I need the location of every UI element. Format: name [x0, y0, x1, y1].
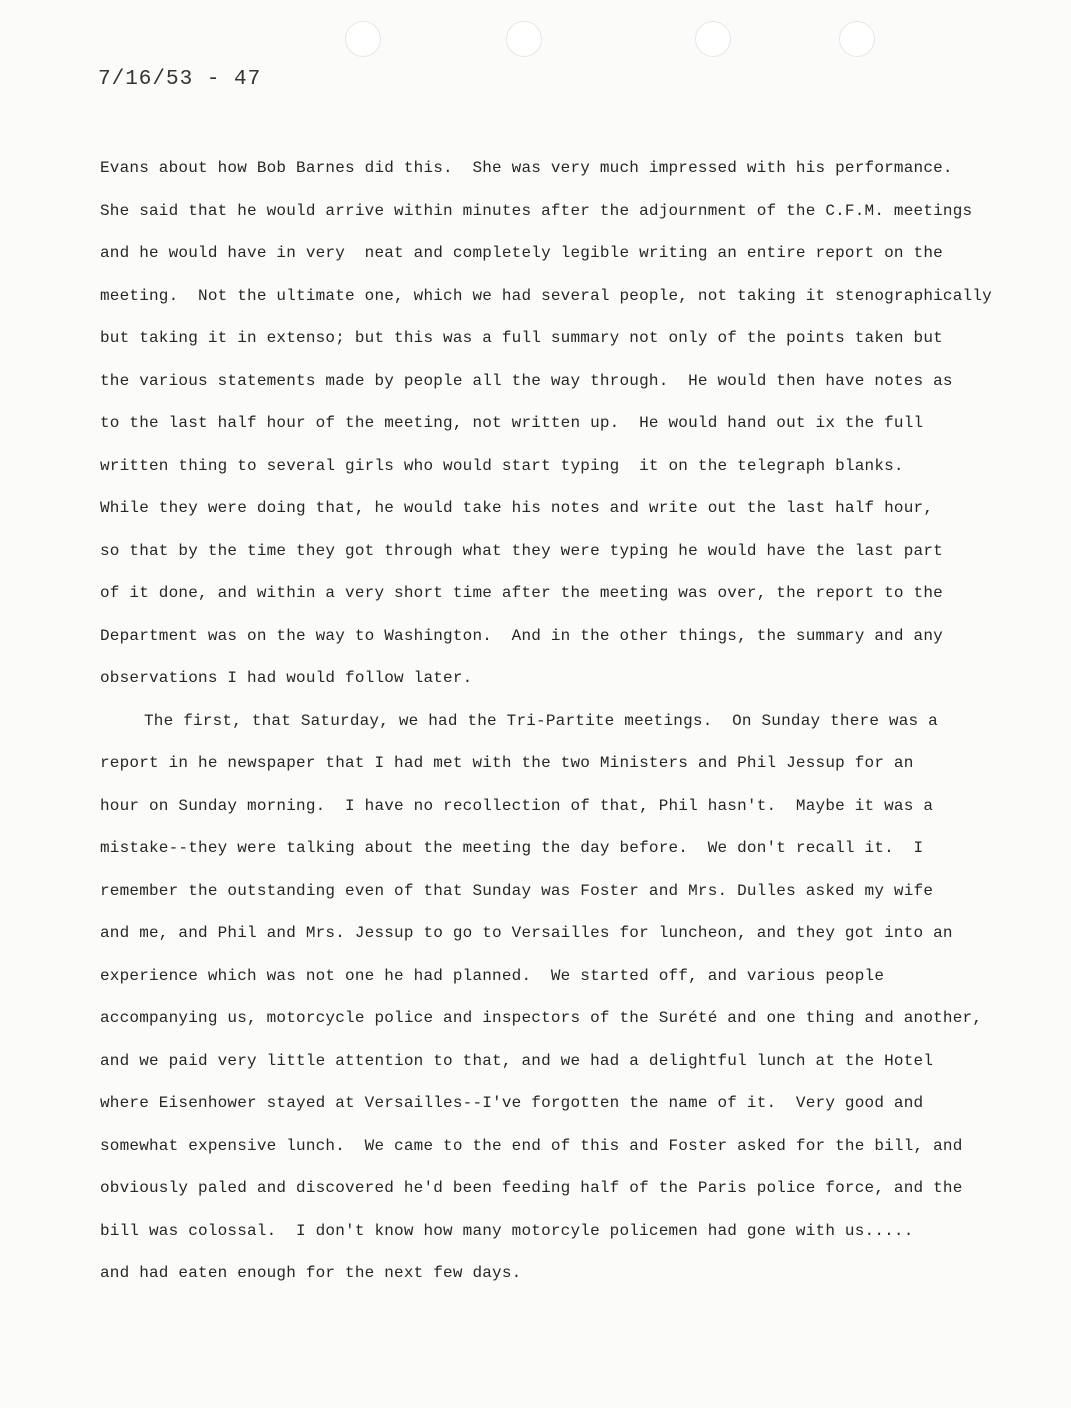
text-line: remember the outstanding even of that Sunday was Foster and Mrs. Dulles asked my wife: [100, 882, 934, 900]
text-line: so that by the time they got through what they were typing he would have the last part: [100, 542, 943, 560]
text-line: meeting. Not the ultimate one, which we had several people, not taking it stenographically: [100, 287, 992, 305]
text-line: Evans about how Bob Barnes did this. She was very much impressed with his performance.: [100, 159, 953, 177]
text-line: but taking it in extenso; but this was a full summary not only of the points taken but: [100, 329, 943, 347]
text-line: bill was colossal. I don't know how many motorcyle policemen had gone with us.....: [100, 1222, 914, 1240]
text-line: hour on Sunday morning. I have no recollection of that, Phil hasn't. Maybe it was a: [100, 797, 934, 815]
text-line: The first, that Saturday, we had the Tri-Partite meetings. On Sunday there was a: [144, 712, 938, 730]
text-line: of it done, and within a very short time after the meeting was over, the report to the: [100, 584, 943, 602]
text-line: She said that he would arrive within minutes after the adjournment of the C.F.M. meetings: [100, 202, 973, 220]
text-line: written thing to several girls who would start typing it on the telegraph blanks.: [100, 457, 904, 475]
text-line: experience which was not one he had planned. We started off, and various people: [100, 967, 885, 985]
text-line: accompanying us, motorcycle police and inspectors of the Surété and one thing and another,: [100, 1009, 983, 1027]
text-line: somewhat expensive lunch. We came to the end of this and Foster asked for the bill, and: [100, 1137, 963, 1155]
text-line: Department was on the way to Washington. And in the other things, the summary and any: [100, 627, 943, 645]
text-line: and we paid very little attention to that, and we had a delightful lunch at the Hotel: [100, 1052, 934, 1070]
text-line: and me, and Phil and Mrs. Jessup to go to Versailles for luncheon, and they got into an: [100, 924, 953, 942]
page-header-date: 7/16/53 - 47: [98, 68, 262, 91]
text-line: and had eaten enough for the next few days.: [100, 1264, 522, 1282]
text-line: to the last half hour of the meeting, not written up. He would hand out ix the full: [100, 414, 924, 432]
text-line: observations I had would follow later.: [100, 669, 473, 687]
text-line: the various statements made by people all the way through. He would then have notes as: [100, 372, 953, 390]
text-line: mistake--they were talking about the meeting the day before. We don't recall it. I: [100, 839, 924, 857]
text-line: report in he newspaper that I had met with the two Ministers and Phil Jessup for an: [100, 754, 914, 772]
text-line: obviously paled and discovered he'd been feeding half of the Paris police force, and the: [100, 1179, 963, 1197]
text-line: and he would have in very neat and completely legible writing an entire report on the: [100, 244, 943, 262]
text-line: where Eisenhower stayed at Versailles--I've forgotten the name of it. Very good and: [100, 1094, 924, 1112]
text-line: While they were doing that, he would take his notes and write out the last half hour,: [100, 499, 934, 517]
